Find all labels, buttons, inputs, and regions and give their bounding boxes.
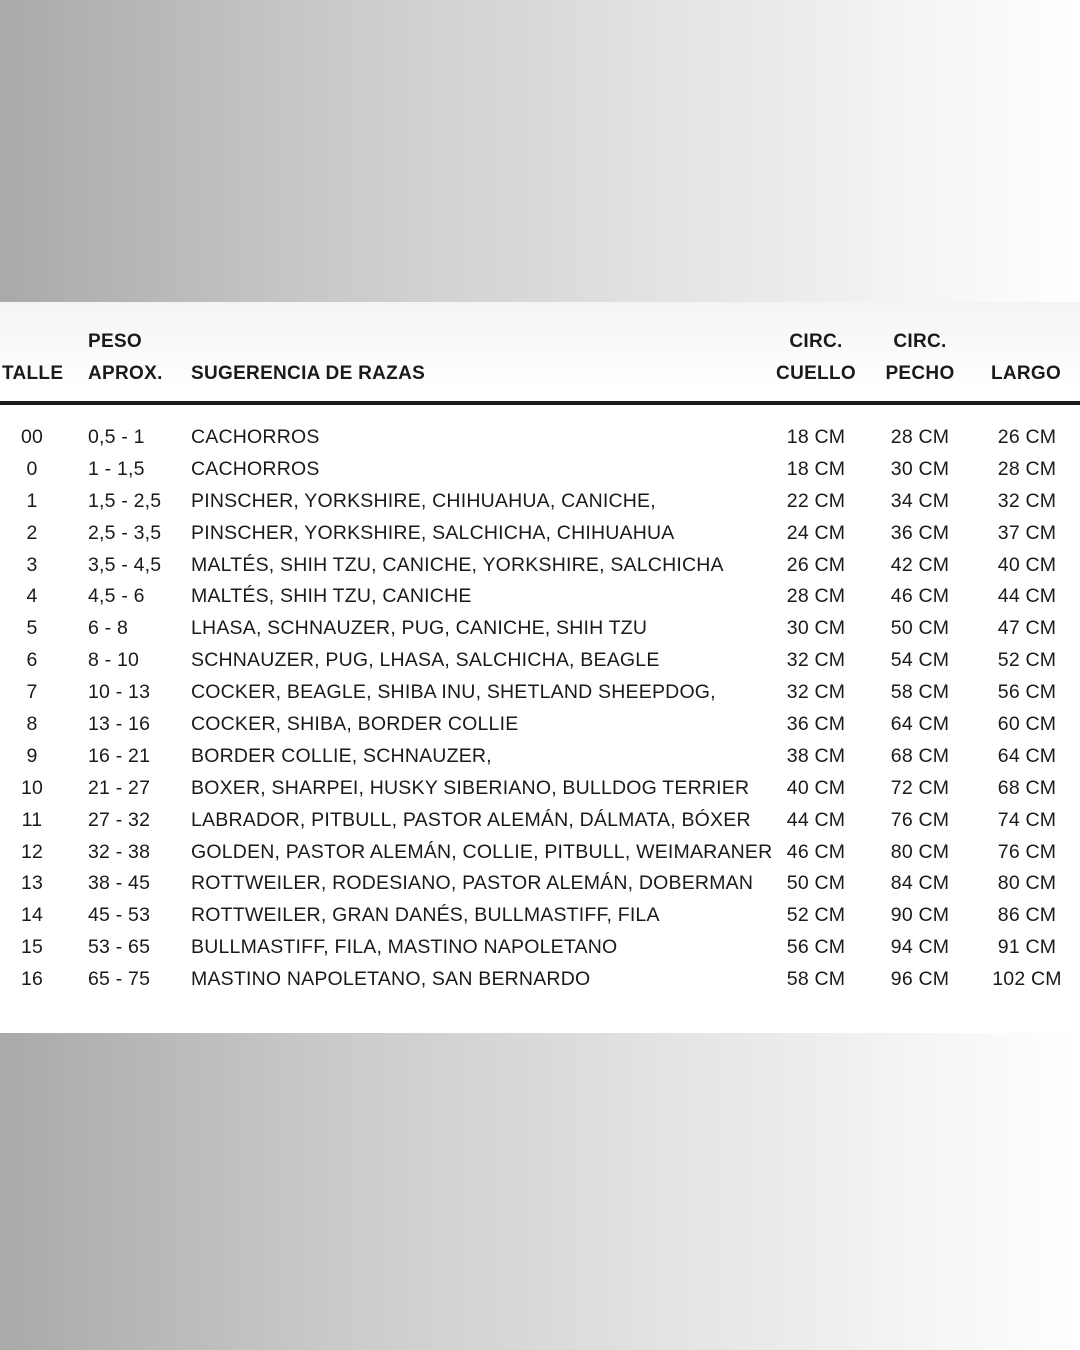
- cell-largo: 44 CM: [997, 585, 1057, 608]
- table-row: [0, 612, 1080, 644]
- cell-largo: 40 CM: [997, 553, 1057, 576]
- cell-talle: 14: [20, 904, 44, 927]
- cell-largo: 37 CM: [997, 521, 1057, 544]
- cell-peso: 8 - 10: [88, 649, 140, 672]
- table-row: [0, 549, 1080, 581]
- table-row: [0, 453, 1080, 485]
- cell-cuello: 18 CM: [786, 457, 846, 480]
- cell-cuello: 30 CM: [786, 617, 846, 640]
- cell-cuello: 24 CM: [786, 521, 846, 544]
- cell-cuello: 32 CM: [786, 681, 846, 704]
- cell-largo: 28 CM: [997, 457, 1057, 480]
- table-row: [0, 644, 1080, 676]
- cell-pecho: 58 CM: [890, 681, 950, 704]
- cell-cuello: 26 CM: [786, 553, 846, 576]
- cell-pecho: 50 CM: [890, 617, 950, 640]
- cell-peso: 45 - 53: [88, 904, 151, 927]
- cell-pecho: 64 CM: [890, 713, 950, 736]
- table-row: [0, 485, 1080, 517]
- cell-pecho: 90 CM: [890, 904, 950, 927]
- cell-largo: 74 CM: [997, 808, 1057, 831]
- cell-peso: 53 - 65: [88, 936, 151, 959]
- cell-pecho: 84 CM: [890, 872, 950, 895]
- cell-largo: 60 CM: [997, 713, 1057, 736]
- header-largo-label: LARGO: [990, 363, 1062, 384]
- cell-peso: 38 - 45: [88, 872, 151, 895]
- cell-peso: 6 - 8: [88, 617, 129, 640]
- cell-pecho: 80 CM: [890, 840, 950, 863]
- table-row: [0, 708, 1080, 740]
- header-talle-label: TALLE: [2, 363, 64, 384]
- cell-pecho: 30 CM: [890, 457, 950, 480]
- cell-razas: MALTÉS, SHIH TZU, CANICHE, YORKSHIRE, SALCHICHA: [191, 553, 724, 576]
- cell-peso: 16 - 21: [88, 744, 151, 767]
- header-cuello-line2: CUELLO: [776, 363, 856, 384]
- cell-talle: 7: [26, 681, 38, 704]
- cell-razas: CACHORROS: [191, 457, 320, 480]
- table-row: [0, 867, 1080, 899]
- cell-talle: 9: [26, 744, 38, 767]
- cell-cuello: 52 CM: [786, 904, 846, 927]
- cell-largo: 91 CM: [997, 936, 1057, 959]
- cell-razas: LABRADOR, PITBULL, PASTOR ALEMÁN, DÁLMATA, BÓXER: [191, 808, 751, 831]
- cell-pecho: 28 CM: [890, 426, 950, 448]
- cell-razas: LHASA, SCHNAUZER, PUG, CANICHE, SHIH TZU: [191, 617, 648, 640]
- cell-pecho: 54 CM: [890, 649, 950, 672]
- table-row: [0, 580, 1080, 612]
- header-razas-label: SUGERENCIA DE RAZAS: [191, 363, 426, 384]
- cell-razas: GOLDEN, PASTOR ALEMÁN, COLLIE, PITBULL, WEIMARANER: [191, 840, 773, 863]
- cell-razas: COCKER, BEAGLE, SHIBA INU, SHETLAND SHEEPDOG,: [191, 681, 716, 704]
- cell-cuello: 40 CM: [786, 776, 846, 799]
- table-row: [0, 676, 1080, 708]
- cell-razas: ROTTWEILER, RODESIANO, PASTOR ALEMÁN, DOBERMAN: [191, 872, 754, 895]
- header-pecho-line1: CIRC.: [893, 331, 947, 352]
- header-pecho: [874, 326, 966, 390]
- cell-talle: 15: [20, 936, 44, 959]
- table-row: [0, 421, 1080, 453]
- cell-largo: 76 CM: [997, 840, 1057, 863]
- table-body: [0, 421, 1080, 995]
- cell-peso: 3,5 - 4,5: [88, 553, 162, 576]
- cell-peso: 1 - 1,5: [88, 457, 145, 480]
- cell-cuello: 32 CM: [786, 649, 846, 672]
- cell-peso: 2,5 - 3,5: [88, 521, 162, 544]
- cell-pecho: 46 CM: [890, 585, 950, 608]
- cell-largo: 80 CM: [997, 872, 1057, 895]
- cell-talle: 3: [26, 553, 38, 576]
- cell-talle: 2: [26, 521, 38, 544]
- cell-pecho: 76 CM: [890, 808, 950, 831]
- cell-cuello: 46 CM: [786, 840, 846, 863]
- cell-talle: 6: [26, 649, 38, 672]
- cell-talle: 1: [26, 489, 38, 512]
- cell-pecho: 72 CM: [890, 776, 950, 799]
- cell-peso: 10 - 13: [88, 681, 151, 704]
- cell-pecho: 68 CM: [890, 744, 950, 767]
- cell-razas: MASTINO NAPOLETANO, SAN BERNARDO: [191, 968, 591, 991]
- cell-talle: 0: [26, 457, 38, 480]
- cell-cuello: 22 CM: [786, 489, 846, 512]
- header-peso-line1: PESO: [88, 331, 142, 352]
- cell-largo: 52 CM: [997, 649, 1057, 672]
- table-row: [0, 804, 1080, 836]
- table-row: [0, 517, 1080, 549]
- header-razas: [191, 358, 425, 390]
- cell-razas: BOXER, SHARPEI, HUSKY SIBERIANO, BULLDOG TERRIER: [191, 776, 750, 799]
- cell-talle: 8: [26, 713, 38, 736]
- header-cuello-line1: CIRC.: [789, 331, 843, 352]
- cell-largo: 32 CM: [997, 489, 1057, 512]
- cell-largo: 102 CM: [992, 968, 1062, 991]
- cell-cuello: 38 CM: [786, 744, 846, 767]
- cell-pecho: 34 CM: [890, 489, 950, 512]
- cell-talle: 13: [20, 872, 44, 895]
- cell-razas: MALTÉS, SHIH TZU, CANICHE: [191, 585, 472, 608]
- header-divider: [0, 401, 1080, 405]
- cell-razas: PINSCHER, YORKSHIRE, SALCHICHA, CHIHUAHUA: [191, 521, 675, 544]
- table-row: [0, 740, 1080, 772]
- cell-cuello: 44 CM: [786, 808, 846, 831]
- header-largo: [980, 358, 1072, 390]
- cell-cuello: 18 CM: [786, 426, 846, 448]
- cell-largo: 64 CM: [997, 744, 1057, 767]
- cell-cuello: 50 CM: [786, 872, 846, 895]
- header-talle: [2, 358, 63, 390]
- header-peso: [88, 326, 163, 390]
- cell-razas: COCKER, SHIBA, BORDER COLLIE: [191, 713, 519, 736]
- cell-pecho: 36 CM: [890, 521, 950, 544]
- cell-peso: 0,5 - 1: [88, 426, 145, 448]
- cell-talle: 16: [20, 968, 44, 991]
- cell-razas: SCHNAUZER, PUG, LHASA, SALCHICHA, BEAGLE: [191, 649, 660, 672]
- cell-largo: 68 CM: [997, 776, 1057, 799]
- table-row: [0, 836, 1080, 868]
- cell-largo: 86 CM: [997, 904, 1057, 927]
- cell-peso: 27 - 32: [88, 808, 151, 831]
- header-cuello: [770, 326, 862, 390]
- cell-cuello: 58 CM: [786, 968, 846, 991]
- size-table-card: [0, 302, 1080, 1033]
- cell-largo: 56 CM: [997, 681, 1057, 704]
- cell-peso: 21 - 27: [88, 776, 151, 799]
- cell-cuello: 28 CM: [786, 585, 846, 608]
- cell-peso: 32 - 38: [88, 840, 151, 863]
- cell-peso: 13 - 16: [88, 713, 151, 736]
- cell-talle: 11: [21, 808, 43, 831]
- cell-razas: CACHORROS: [191, 426, 320, 448]
- table-row: [0, 963, 1080, 995]
- cell-talle: 5: [26, 617, 38, 640]
- cell-peso: 65 - 75: [88, 968, 151, 991]
- cell-razas: PINSCHER, YORKSHIRE, CHIHUAHUA, CANICHE,: [191, 489, 656, 512]
- table-row: [0, 899, 1080, 931]
- cell-peso: 4,5 - 6: [88, 585, 145, 608]
- header-peso-line2: APROX.: [88, 363, 163, 384]
- cell-peso: 1,5 - 2,5: [88, 489, 162, 512]
- cell-largo: 26 CM: [997, 426, 1057, 448]
- cell-razas: BORDER COLLIE, SCHNAUZER,: [191, 744, 492, 767]
- cell-cuello: 56 CM: [786, 936, 846, 959]
- cell-razas: BULLMASTIFF, FILA, MASTINO NAPOLETANO: [191, 936, 618, 959]
- cell-cuello: 36 CM: [786, 713, 846, 736]
- cell-razas: ROTTWEILER, GRAN DANÉS, BULLMASTIFF, FILA: [191, 904, 660, 927]
- header-pecho-line2: PECHO: [885, 363, 955, 384]
- cell-talle: 4: [26, 585, 38, 608]
- cell-talle: 00: [20, 426, 44, 448]
- table-row: [0, 931, 1080, 963]
- table-row: [0, 772, 1080, 804]
- cell-talle: 12: [20, 840, 44, 863]
- cell-pecho: 94 CM: [890, 936, 950, 959]
- cell-pecho: 42 CM: [890, 553, 950, 576]
- cell-largo: 47 CM: [997, 617, 1057, 640]
- cell-pecho: 96 CM: [890, 968, 950, 991]
- cell-talle: 10: [20, 776, 44, 799]
